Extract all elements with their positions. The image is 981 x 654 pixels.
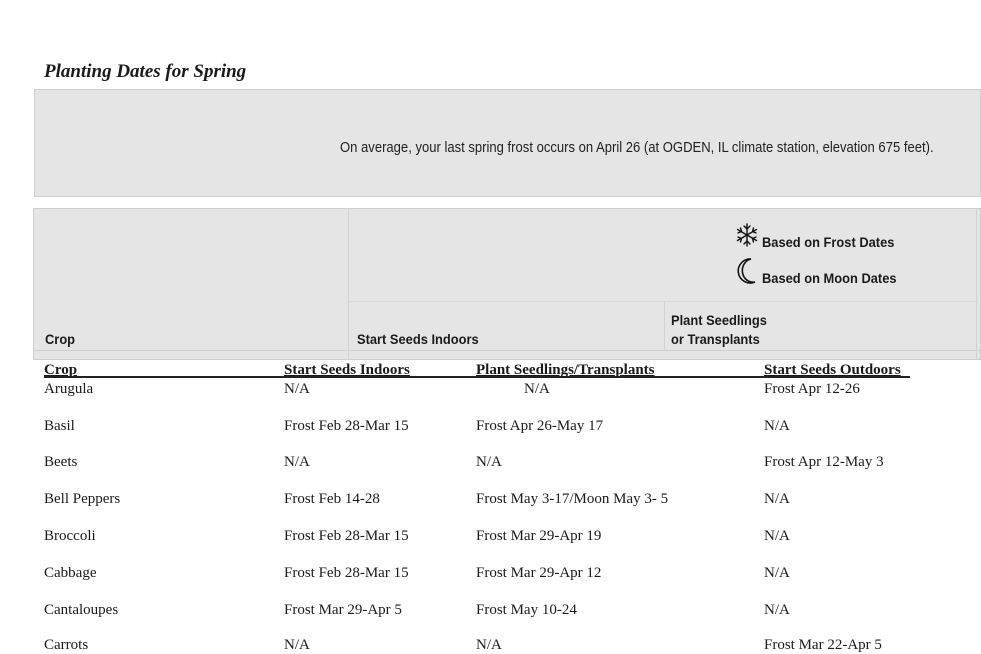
- table-cell: N/A: [284, 381, 310, 397]
- table-cell: Arugula: [44, 381, 94, 397]
- column-header: Start Seeds Indoors: [284, 362, 410, 378]
- legend-frost-label: Based on Frost Dates: [762, 233, 895, 250]
- table-cell: Frost Mar 29-Apr 19: [476, 528, 602, 544]
- header-divider: [976, 209, 977, 359]
- page-title: Planting Dates for Spring: [44, 61, 247, 82]
- header-plant-seedlings-line1: Plant Seedlings: [671, 312, 767, 328]
- header-plant-seedlings-line2: or Transplants: [671, 331, 760, 347]
- table-cell: N/A: [764, 602, 790, 618]
- table-cell: Frost Feb 28-Mar 15: [284, 565, 409, 581]
- legend-moon: [734, 257, 908, 290]
- table-cell: Frost May 10-24: [476, 602, 577, 618]
- table-cell: Frost May 3-17/Moon May 3- 5: [476, 491, 669, 507]
- snowflake-icon: [734, 222, 762, 253]
- frost-info-text: On average, your last spring frost occurs on April 26 (at OGDEN, IL climate station, elevation 675 feet).: [340, 140, 934, 156]
- table-cell: N/A: [524, 381, 550, 397]
- table-cell: Frost Feb 14-28: [284, 491, 380, 507]
- table-cell: Cabbage: [44, 565, 97, 581]
- header-divider: [348, 209, 349, 359]
- table-cell: Frost Feb 28-Mar 15: [284, 418, 409, 434]
- frost-info-box: [34, 89, 981, 197]
- table-cell: N/A: [284, 637, 310, 653]
- table-cell: Carrots: [44, 637, 89, 653]
- header-divider: [349, 301, 979, 302]
- table-cell: Cantaloupes: [44, 602, 119, 618]
- table-cell: N/A: [764, 565, 790, 581]
- table-cell: N/A: [764, 528, 790, 544]
- table-cell: N/A: [764, 418, 790, 434]
- table-cell: N/A: [764, 491, 790, 507]
- legend-moon-label: Based on Moon Dates: [762, 269, 897, 286]
- table-cell: Frost Feb 28-Mar 15: [284, 528, 409, 544]
- table-cell: Frost Mar 29-Apr 12: [476, 565, 602, 581]
- column-header: Start Seeds Outdoors: [764, 362, 901, 378]
- header-start-indoors: Start Seeds Indoors: [357, 331, 479, 347]
- table-cell: Basil: [44, 418, 75, 434]
- table-cell: Frost Mar 29-Apr 5: [284, 602, 402, 618]
- header-divider: [34, 350, 980, 351]
- table-cell: Frost Apr 12-May 3: [764, 454, 884, 470]
- column-header: Crop: [44, 362, 78, 378]
- table-cell: N/A: [476, 454, 502, 470]
- table-cell: N/A: [284, 454, 310, 470]
- header-crop: Crop: [45, 331, 76, 347]
- table-header-panel: [33, 208, 981, 360]
- table-cell: N/A: [476, 637, 502, 653]
- table-cell: Frost Apr 12-26: [764, 381, 860, 397]
- column-header: Plant Seedlings/Transplants: [476, 362, 655, 378]
- table-cell: Beets: [44, 454, 78, 470]
- table-cell: Frost Mar 22-Apr 5: [764, 637, 882, 653]
- table-cell: Bell Peppers: [44, 491, 121, 507]
- legend-frost: [734, 222, 906, 253]
- header-divider: [664, 301, 665, 351]
- crescent-moon-icon: [734, 257, 762, 290]
- table-cell: Broccoli: [44, 528, 96, 544]
- table-cell: Frost Apr 26-May 17: [476, 418, 604, 434]
